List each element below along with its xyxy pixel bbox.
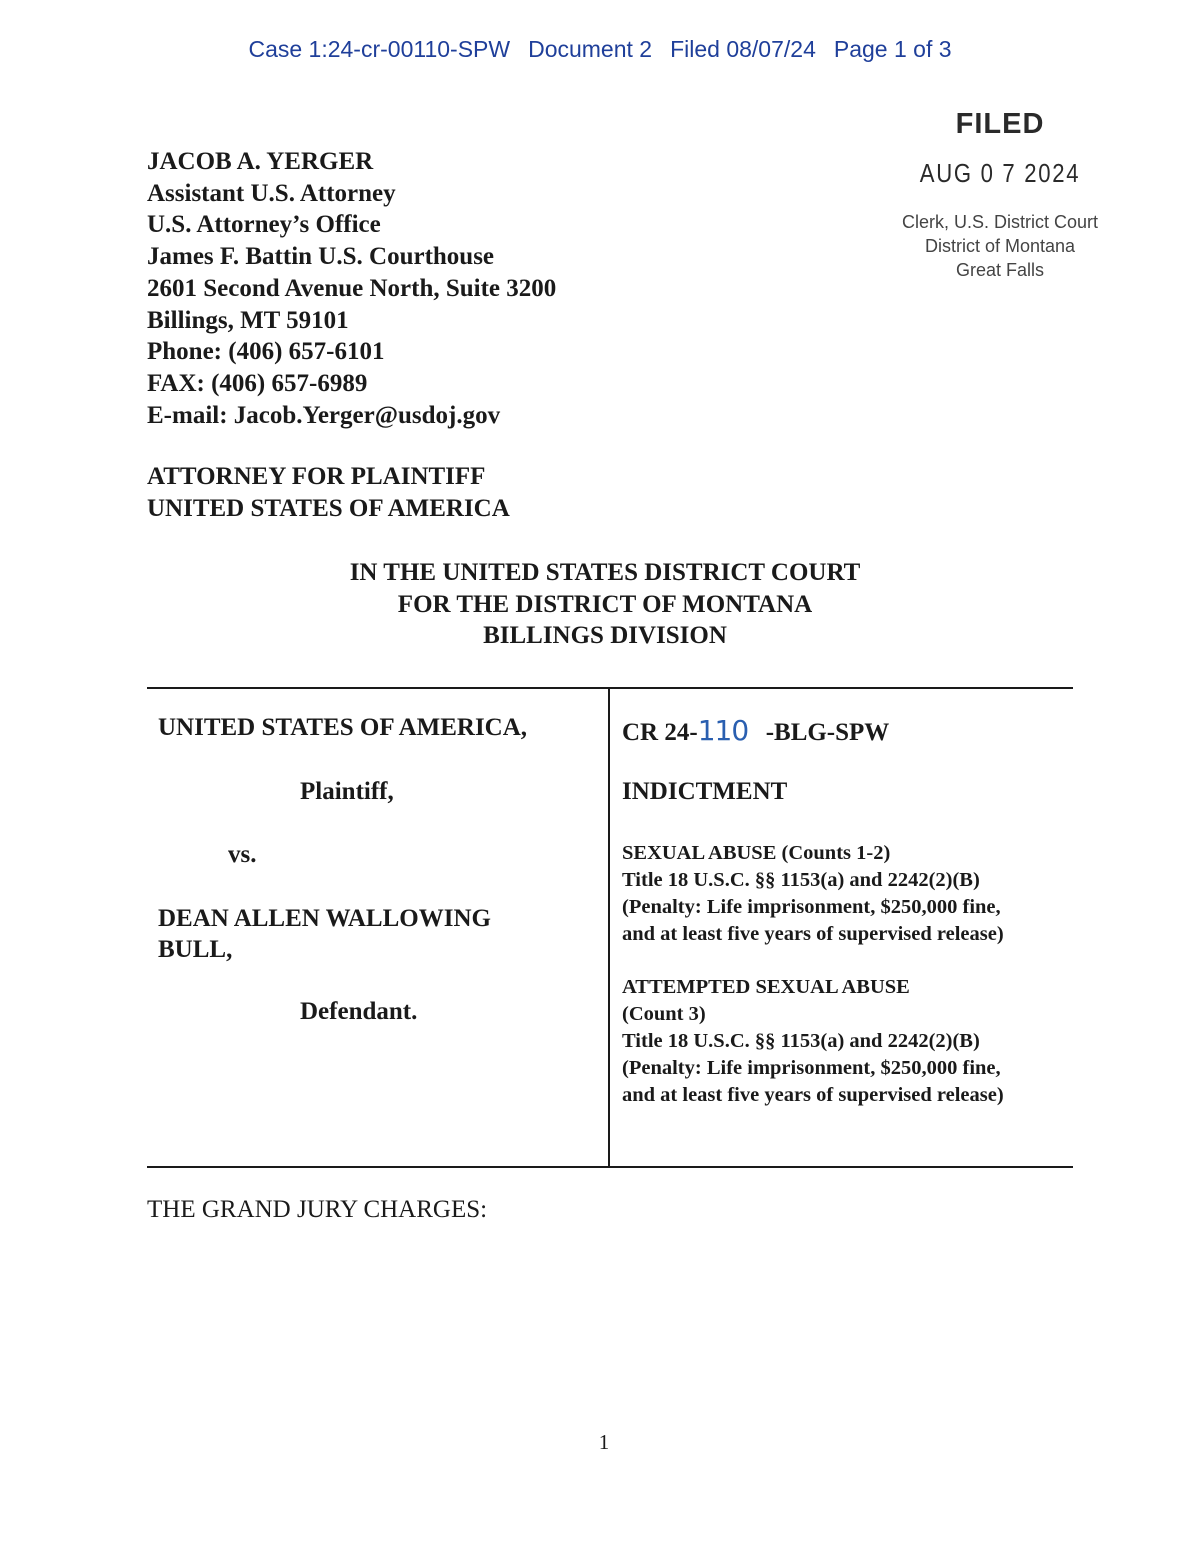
case-number xyxy=(622,714,889,747)
caption-divider xyxy=(608,688,610,1167)
attorney-name: JACOB A. YERGER xyxy=(147,148,374,175)
charge-1-release: and at least five years of supervised release) xyxy=(622,923,1004,945)
defendant-label: Defendant. xyxy=(300,998,418,1025)
attorney-city: Billings, MT 59101 xyxy=(147,306,349,334)
plaintiff-name: UNITED STATES OF AMERICA, xyxy=(158,714,528,741)
filed-stamp-clerk: Clerk, U.S. District Court xyxy=(901,212,1099,232)
charge-2-penalty: (Penalty: Life imprisonment, $250,000 fine, xyxy=(622,1057,1001,1079)
charge-1-penalty: (Penalty: Life imprisonment, $250,000 fine, xyxy=(622,896,1001,918)
charge-2-statute: Title 18 U.S.C. §§ 1153(a) and 2242(2)(B) xyxy=(622,1030,980,1052)
ecf-filed-date: Filed 08/07/24 xyxy=(670,36,816,62)
plaintiff-label: Plaintiff, xyxy=(300,778,394,805)
versus-label: vs. xyxy=(228,841,257,868)
defendant-name-line1: DEAN ALLEN WALLOWING xyxy=(158,905,491,932)
attorney-courthouse: James F. Battin U.S. Courthouse xyxy=(147,243,495,271)
ecf-page-count: Page 1 of 3 xyxy=(833,36,952,62)
caption-top-rule xyxy=(147,687,1073,689)
court-heading-line1: IN THE UNITED STATES DISTRICT COURT xyxy=(349,559,861,586)
defendant-name-line2: BULL, xyxy=(158,936,233,963)
attorney-street: 2601 Second Avenue North, Suite 3200 xyxy=(147,274,557,302)
charge-1-statute: Title 18 U.S.C. §§ 1153(a) and 2242(2)(B) xyxy=(622,869,980,891)
filed-stamp-date: AUG 0 7 2024 xyxy=(919,158,1081,188)
caption-bottom-rule xyxy=(147,1166,1073,1168)
filed-stamp-title: FILED xyxy=(955,108,1045,140)
filed-stamp-location: Great Falls xyxy=(955,260,1045,280)
charge-block-2 xyxy=(622,974,1004,1109)
attorney-role-line1: ATTORNEY FOR PLAINTIFF xyxy=(147,463,486,490)
defendant-name xyxy=(158,903,491,965)
page-number: 1 xyxy=(598,1430,610,1454)
charge-1-title: SEXUAL ABUSE (Counts 1-2) xyxy=(622,842,891,864)
filed-stamp-district: District of Montana xyxy=(924,236,1076,256)
charge-2-title: ATTEMPTED SEXUAL ABUSE xyxy=(622,976,910,998)
attorney-role-line2: UNITED STATES OF AMERICA xyxy=(147,494,510,522)
charge-block-1 xyxy=(622,840,1004,948)
case-number-handwritten: 110 xyxy=(697,714,749,747)
charge-2-count: (Count 3) xyxy=(622,1003,706,1025)
court-heading xyxy=(0,557,1200,652)
attorney-phone: Phone: (406) 657-6101 xyxy=(147,338,385,366)
attorney-title: Assistant U.S. Attorney xyxy=(147,179,396,207)
ecf-case-number: Case 1:24-cr-00110-SPW xyxy=(248,36,511,62)
ecf-header xyxy=(0,36,1200,63)
charge-2-release: and at least five years of supervised release) xyxy=(622,1084,1004,1106)
attorney-block xyxy=(147,146,556,431)
court-heading-line3: BILLINGS DIVISION xyxy=(483,622,727,649)
document-type: INDICTMENT xyxy=(622,778,788,805)
court-heading-line2: FOR THE DISTRICT OF MONTANA xyxy=(397,590,813,618)
ecf-document-number: Document 2 xyxy=(528,36,653,62)
grand-jury-charges: THE GRAND JURY CHARGES: xyxy=(147,1196,488,1223)
attorney-email: E-mail: Jacob.Yerger@usdoj.gov xyxy=(147,401,501,429)
case-number-prefix: CR 24- xyxy=(622,719,698,746)
attorney-fax: FAX: (406) 657-6989 xyxy=(147,369,368,397)
case-number-suffix: -BLG-SPW xyxy=(765,719,890,746)
attorney-role xyxy=(147,461,510,524)
attorney-office: U.S. Attorney’s Office xyxy=(147,211,381,239)
